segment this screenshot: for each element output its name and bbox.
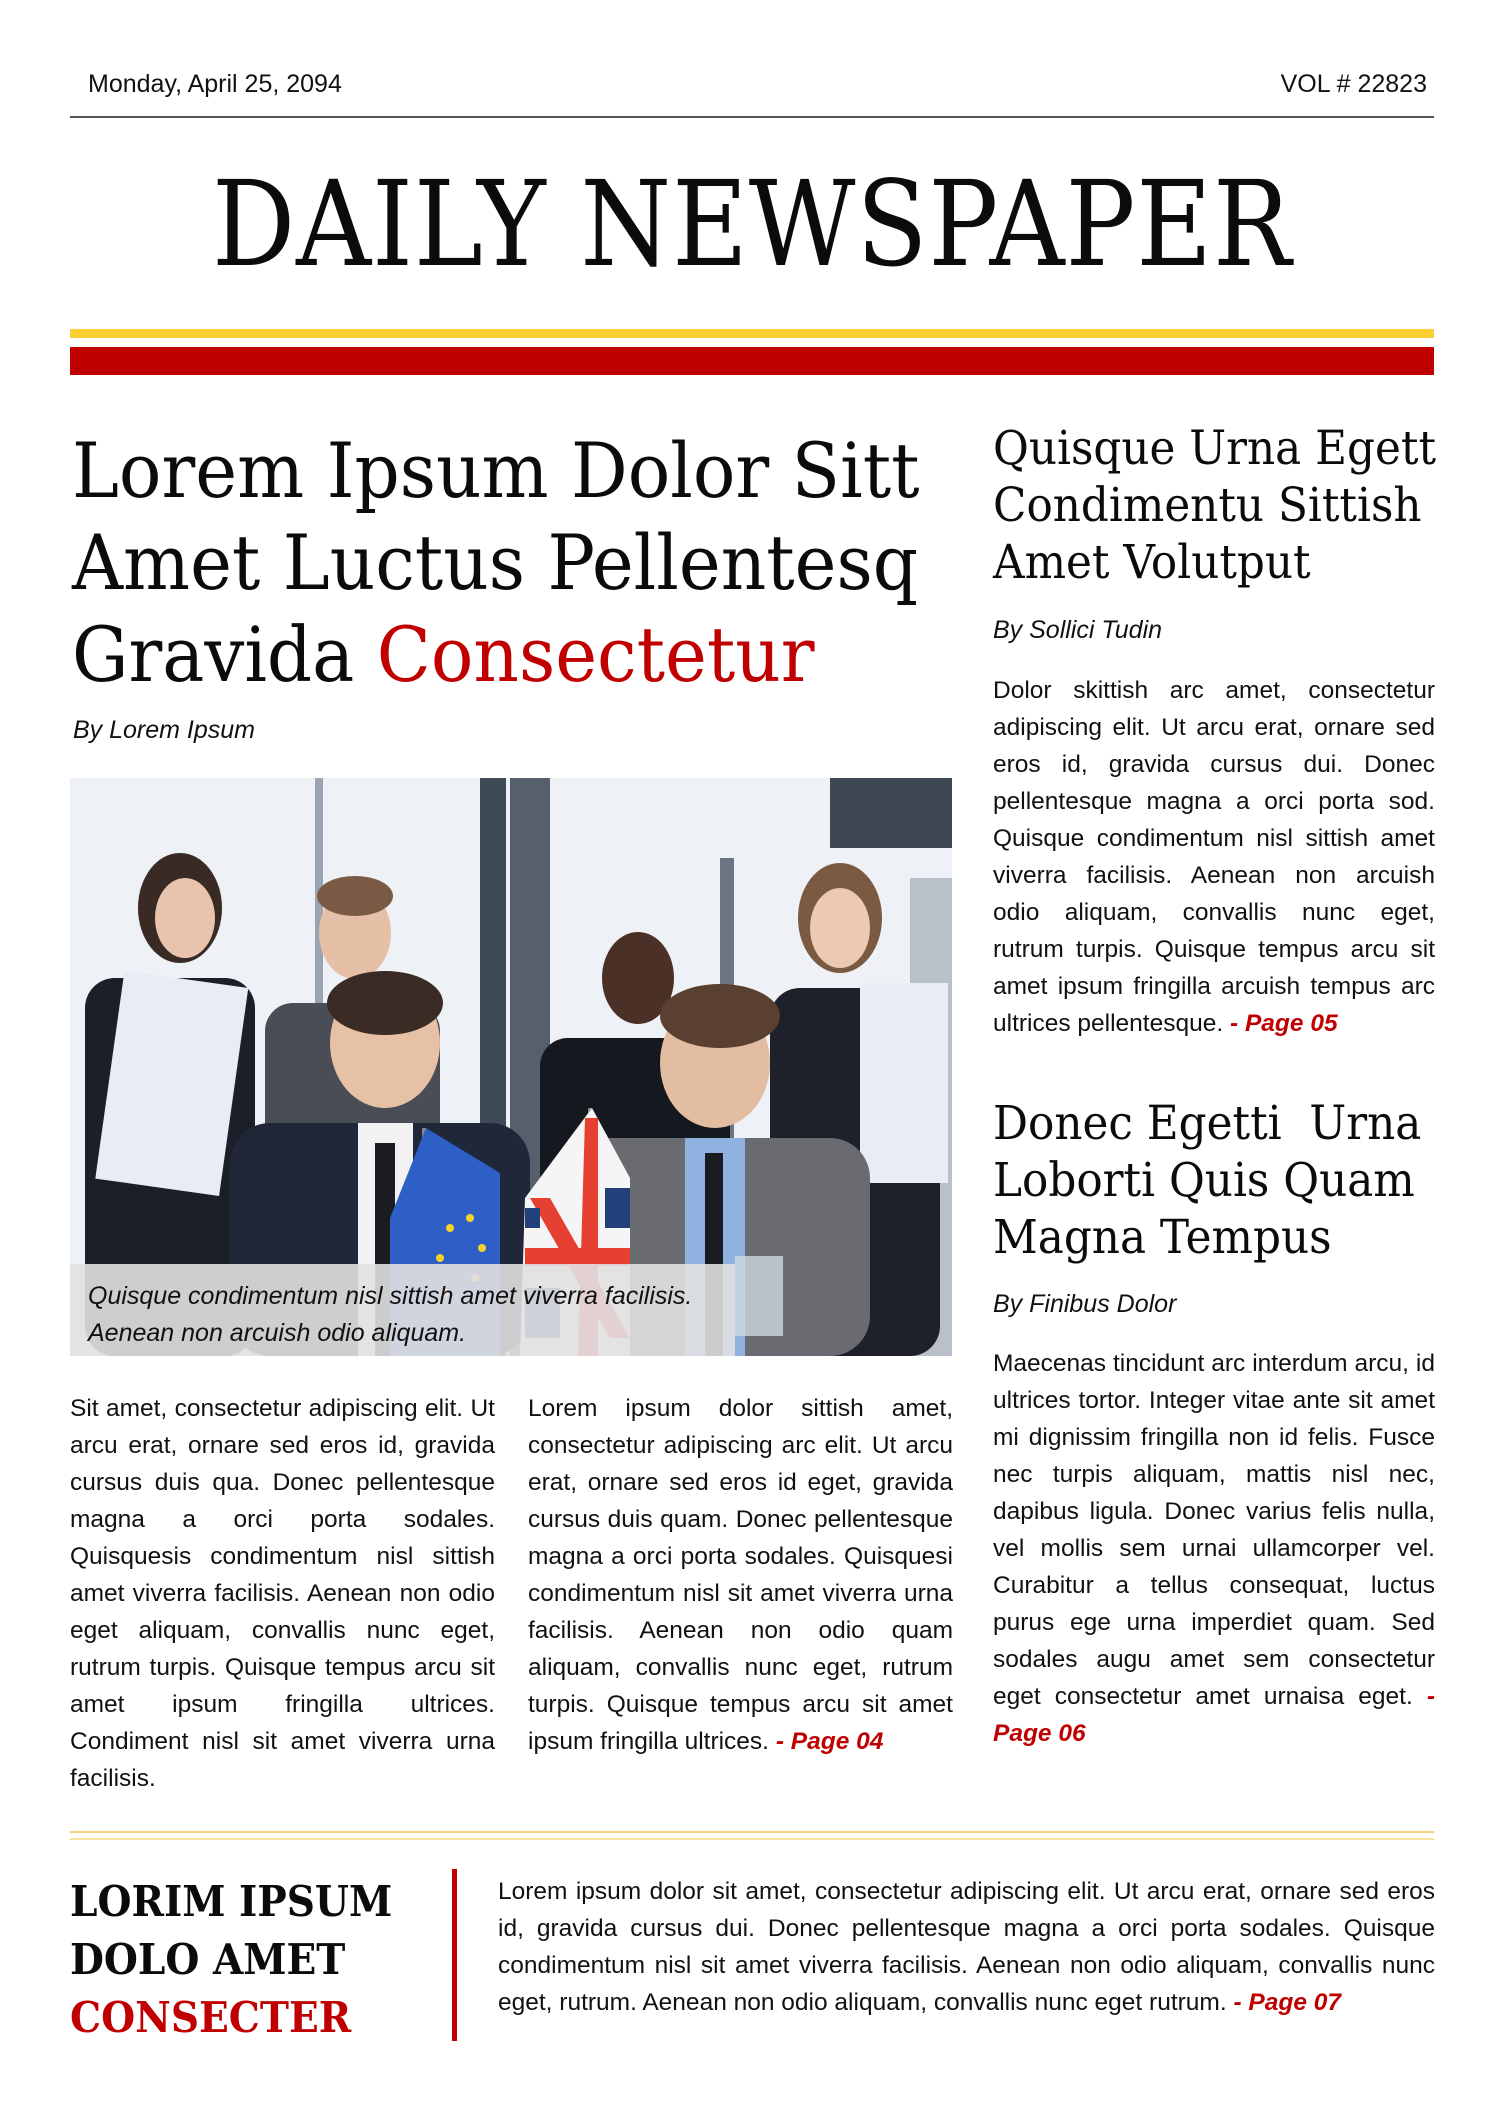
side-story-2-headline-line: Loborti Quis Quam — [993, 1153, 1415, 1208]
bottom-divider-bottom — [70, 1838, 1434, 1840]
side-story-1-body-text: Dolor skittish arc amet, consectetur adipiscing elit. Ut arcu erat, ornare sed eros id, gravida cursus dui. Donec pellentesque magna a orci porta sod. Quisque condimentum nisl sittish amet viverra facilisis. Aenean non arcuish odio aliquam, convallis nunc eget, rutrum turpis. Quisque tempus arcu sit amet ipsum fringilla arcuish tempus arc ultrices pellentesque. — [993, 677, 1435, 1037]
top-divider — [70, 116, 1434, 118]
main-headline-line-2: Amet Luctus Pellentesq — [72, 518, 918, 607]
main-headline-red-word: Consectetur — [376, 610, 815, 699]
bottom-story-body-text: Lorem ipsum dolor sit amet, consectetur adipiscing elit. Ut arcu erat, ornare sed eros id, gravida cursus dui. Donec pellentesque magna a orci porta sodales. Quisque condimentum nisl sit amet viverra facilisis. Aenean non odio aliquam, convallis nunc eget, rutrum. Aenean non odio aliquam, convallis nunc eget rutrum. — [498, 1878, 1435, 2016]
side-story-2-headline-line: Magna Tempus — [993, 1210, 1332, 1265]
side-story-2-body — [993, 1345, 1435, 1752]
side-story-1-byline: By Sollici Tudin — [993, 616, 1163, 644]
page-ref-link-07[interactable]: - Page 07 — [1233, 1989, 1342, 2016]
issue-date: Monday, April 25, 2094 — [88, 70, 342, 98]
bottom-title-red-line: CONSECTER — [70, 1993, 352, 2042]
side-story-2-byline: By Finibus Dolor — [993, 1290, 1177, 1318]
main-story-column-1-text: Sit amet, consectetur adipiscing elit. Ut arcu erat, ornare sed eros id, gravida cursus duis qua. Donec pellentesque magna a orci porta sodales. Quisquesis condimentum nisl sittish amet viverra facilisis. Aenean non odio eget aliquam, convallis nunc eget, rutrum turpis. Quisque tempus arcu sit amet ipsum fringilla ultrices. Condiment nisl sit amet viverra urna facilisis. — [70, 1395, 495, 1792]
photo-caption: Quisque condimentum nisl sittish amet viverra facilisis. Aenean non arcuish odio aliquam. — [70, 1264, 735, 1356]
side-story-2-body-text: Maecenas tincidunt arc interdum arcu, id ultrices tortor. Integer vitae ante sit amet mi dignissim fringilla non id felis. Fusce nec turpis aliquam, mattis nisl nec, dapibus ligula. Donec varius felis nulla, vel mollis sem urnai ullamcorper vel. Curabitur a tellus consequat, luctus purus ege urna imperdiet quam. Sed sodales augu amet sem consectetur eget consectetur amet urnaisa eget. — [993, 1350, 1435, 1710]
page-ref-link-05[interactable]: - Page 05 — [1229, 1010, 1338, 1037]
side-story-1-body — [993, 672, 1435, 1042]
main-story-photo — [70, 778, 952, 1356]
page-ref-link-06[interactable]: - Page 06 — [993, 1683, 1435, 1747]
bottom-red-vertical-divider — [452, 1869, 457, 2041]
main-headline-line-3 — [72, 609, 890, 701]
bottom-title-line-1: LORIM IPSUM — [70, 1877, 393, 1926]
main-headline-black-word: Gravida — [72, 610, 355, 699]
side-story-2-headline-line: Donec Egetti Urna — [993, 1096, 1422, 1151]
side-story-1-headline-line: Quisque Urna Egett — [993, 421, 1437, 476]
bottom-story-title — [70, 1873, 392, 2047]
main-headline — [72, 425, 920, 701]
side-story-1-headline — [993, 420, 1436, 591]
main-byline: By Lorem Ipsum — [73, 716, 256, 744]
main-headline-line-1: Lorem Ipsum Dolor Sitt — [72, 426, 920, 515]
main-story-column-2 — [528, 1390, 953, 1760]
page-ref-link-04[interactable]: - Page 04 — [775, 1728, 884, 1755]
main-story-column-1 — [70, 1390, 495, 1797]
bottom-story-body — [498, 1873, 1435, 2021]
bottom-title-line-2: DOLO AMET — [70, 1935, 346, 1984]
bottom-divider-top — [70, 1831, 1434, 1833]
masthead-red-stripe — [70, 347, 1434, 375]
volume-number: VOL # 22823 — [1280, 70, 1427, 98]
side-story-1-headline-line: Condimentu Sittish — [993, 478, 1422, 533]
side-story-1-headline-line: Amet Volutput — [993, 535, 1311, 590]
side-story-2-headline — [993, 1095, 1421, 1266]
main-story-column-2-text: Lorem ipsum dolor sittish amet, consectetur adipiscing arc elit. Ut arcu erat, ornare sed eros id eget, gravida cursus duis quam. Donec pellentesque magna a orci porta sodales. Quisquesi condimentum nisl sit amet viverra urna facilisis. Aenean non odio quam aliquam, convallis nunc eget, rutrum turpis. Quisque tempus arcu sit amet ipsum fringilla ultrices. — [528, 1395, 953, 1755]
masthead-title: DAILY NEWSPAPER — [211, 155, 1293, 293]
masthead-yellow-stripe — [70, 329, 1434, 338]
